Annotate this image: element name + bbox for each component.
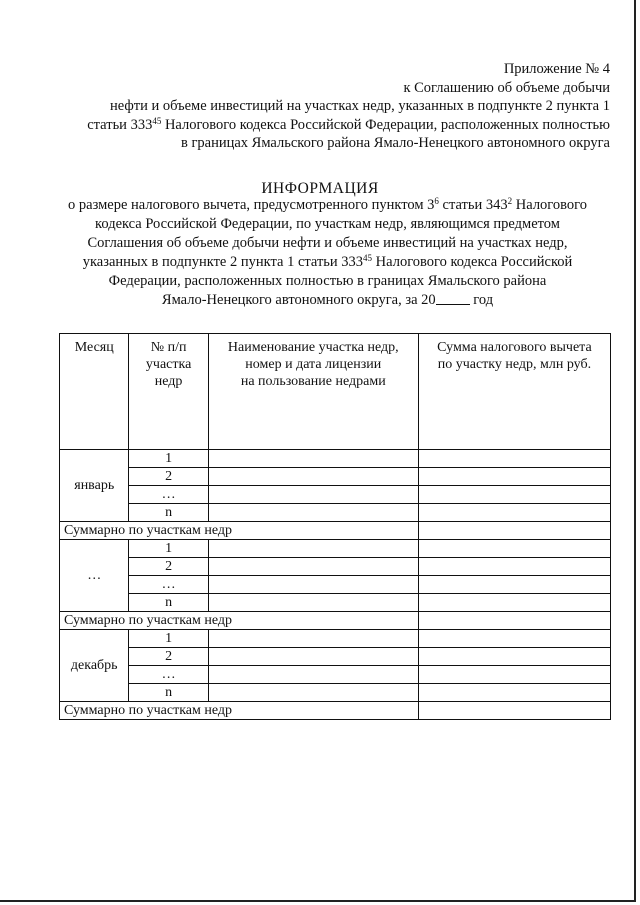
appendix-line-3: нефти и объеме инвестиций на участках недр, указанных в подпункте 2 пункта 1 — [109, 98, 610, 114]
deduction-sum-cell[interactable] — [418, 486, 610, 504]
total-label-cell: Суммарно по участкам недр — [60, 612, 419, 630]
subtitle-line-5: Федерации, расположенных полностью в границах Ямальского района — [108, 273, 547, 289]
header-deduction-sum-line-2: по участку недр, млн руб. — [437, 357, 592, 372]
total-sum-cell[interactable] — [418, 612, 610, 630]
header-site-name-line-3: на пользование недрами — [240, 374, 386, 389]
table-row — [60, 486, 611, 504]
total-row — [60, 612, 611, 630]
site-name-cell[interactable] — [208, 468, 418, 486]
deduction-sum-cell[interactable] — [418, 450, 610, 468]
site-name-cell[interactable] — [208, 666, 418, 684]
table-row — [60, 594, 611, 612]
site-number-cell: … — [129, 486, 208, 504]
document-title: ИНФОРМАЦИЯ — [261, 180, 379, 197]
month-cell: … — [60, 540, 129, 612]
subtitle-line-6-a: Ямало-Ненецкого автономного округа, за 20 — [161, 292, 436, 308]
subtitle-line-1-sup-2: 2 — [507, 196, 513, 206]
header-number — [129, 334, 208, 450]
deduction-table-body — [60, 334, 611, 720]
subtitle-line-1-c: Налогового — [512, 197, 587, 213]
site-number-cell: n — [129, 504, 208, 522]
appendix-line-4-sup: 45 — [152, 115, 162, 126]
table-row — [60, 648, 611, 666]
deduction-sum-cell[interactable] — [418, 540, 610, 558]
appendix-line-4-post: Налогового кодекса Российской Федерации, расположенных полностью — [161, 116, 610, 133]
subtitle-line-6 — [40, 291, 615, 310]
header-number-line-1: № п/п — [150, 340, 187, 355]
subtitle-line-2: кодекса Российской Федерации, по участкам недр, являющимся предметом — [95, 216, 560, 232]
document-subtitle — [40, 196, 615, 310]
header-deduction-sum — [418, 334, 610, 450]
year-blank-field[interactable] — [436, 292, 470, 305]
site-number-cell: 1 — [129, 630, 208, 648]
total-row — [60, 522, 611, 540]
table-row — [60, 504, 611, 522]
total-label-cell: Суммарно по участкам недр — [60, 702, 419, 720]
site-number-cell: 2 — [129, 468, 208, 486]
appendix-line-4-pre: статьи 333 — [87, 116, 153, 133]
site-name-cell[interactable] — [208, 684, 418, 702]
site-number-cell: 1 — [129, 540, 208, 558]
table-row — [60, 558, 611, 576]
site-number-cell: … — [129, 666, 208, 684]
subtitle-line-4-b: Налогового кодекса Российской — [372, 254, 573, 270]
header-deduction-sum-line-1: Сумма налогового вычета — [437, 340, 592, 355]
subtitle-line-3: Соглашения об объеме добычи нефти и объеме инвестиций на участках недр, — [87, 235, 568, 251]
subtitle-line-4-a: указанных в подпункте 2 пункта 1 статьи 333 — [82, 254, 364, 270]
month-cell: январь — [60, 450, 129, 522]
subtitle-line-1-b: статьи 343 — [438, 197, 508, 213]
deduction-sum-cell[interactable] — [418, 666, 610, 684]
appendix-header — [87, 60, 610, 153]
site-number-cell: n — [129, 594, 208, 612]
site-number-cell: 1 — [129, 450, 208, 468]
subtitle-line-4-sup: 45 — [363, 253, 373, 263]
deduction-sum-cell[interactable] — [418, 630, 610, 648]
site-name-cell[interactable] — [208, 540, 418, 558]
subtitle-line-1 — [40, 196, 615, 215]
deduction-sum-cell[interactable] — [418, 576, 610, 594]
site-name-cell[interactable] — [208, 630, 418, 648]
header-site-name-line-1: Наименование участка недр, — [227, 340, 399, 355]
site-name-cell[interactable] — [208, 450, 418, 468]
site-number-cell: 2 — [129, 648, 208, 666]
total-sum-cell[interactable] — [418, 522, 610, 540]
deduction-table — [59, 333, 611, 720]
site-number-cell: 2 — [129, 558, 208, 576]
table-row — [60, 684, 611, 702]
header-number-line-2: участка — [145, 357, 192, 372]
header-site-name — [208, 334, 418, 450]
total-row — [60, 702, 611, 720]
site-name-cell[interactable] — [208, 504, 418, 522]
total-sum-cell[interactable] — [418, 702, 610, 720]
subtitle-line-1-sup-1: 6 — [434, 196, 439, 206]
table-row — [60, 576, 611, 594]
deduction-sum-cell[interactable] — [418, 468, 610, 486]
header-site-name-line-2: номер и дата лицензии — [245, 357, 382, 372]
site-name-cell[interactable] — [208, 486, 418, 504]
appendix-number: Приложение № 4 — [503, 61, 610, 77]
deduction-sum-cell[interactable] — [418, 684, 610, 702]
deduction-sum-cell[interactable] — [418, 558, 610, 576]
table-row — [60, 468, 611, 486]
site-name-cell[interactable] — [208, 576, 418, 594]
site-name-cell[interactable] — [208, 648, 418, 666]
deduction-sum-cell[interactable] — [418, 504, 610, 522]
deduction-sum-cell[interactable] — [418, 594, 610, 612]
table-header-row — [60, 334, 611, 450]
table-row — [60, 450, 611, 468]
deduction-sum-cell[interactable] — [418, 648, 610, 666]
month-cell: декабрь — [60, 630, 129, 702]
appendix-line-2: к Соглашению об объеме добычи — [403, 79, 610, 96]
table-row — [60, 540, 611, 558]
subtitle-line-1-a: о размере налогового вычета, предусмотренного пунктом 3 — [68, 197, 435, 213]
site-number-cell: n — [129, 684, 208, 702]
site-name-cell[interactable] — [208, 558, 418, 576]
table-row — [60, 666, 611, 684]
total-label-cell: Суммарно по участкам недр — [60, 522, 419, 540]
site-number-cell: … — [129, 576, 208, 594]
subtitle-line-4 — [40, 253, 615, 272]
site-name-cell[interactable] — [208, 594, 418, 612]
table-row — [60, 630, 611, 648]
subtitle-line-6-b: год — [469, 292, 494, 308]
header-month: Месяц — [60, 334, 129, 450]
header-number-line-3: недр — [154, 374, 183, 389]
appendix-line-4 — [87, 116, 610, 135]
appendix-line-5: в границах Ямальского района Ямало-Ненецкого автономного округа — [180, 135, 610, 151]
